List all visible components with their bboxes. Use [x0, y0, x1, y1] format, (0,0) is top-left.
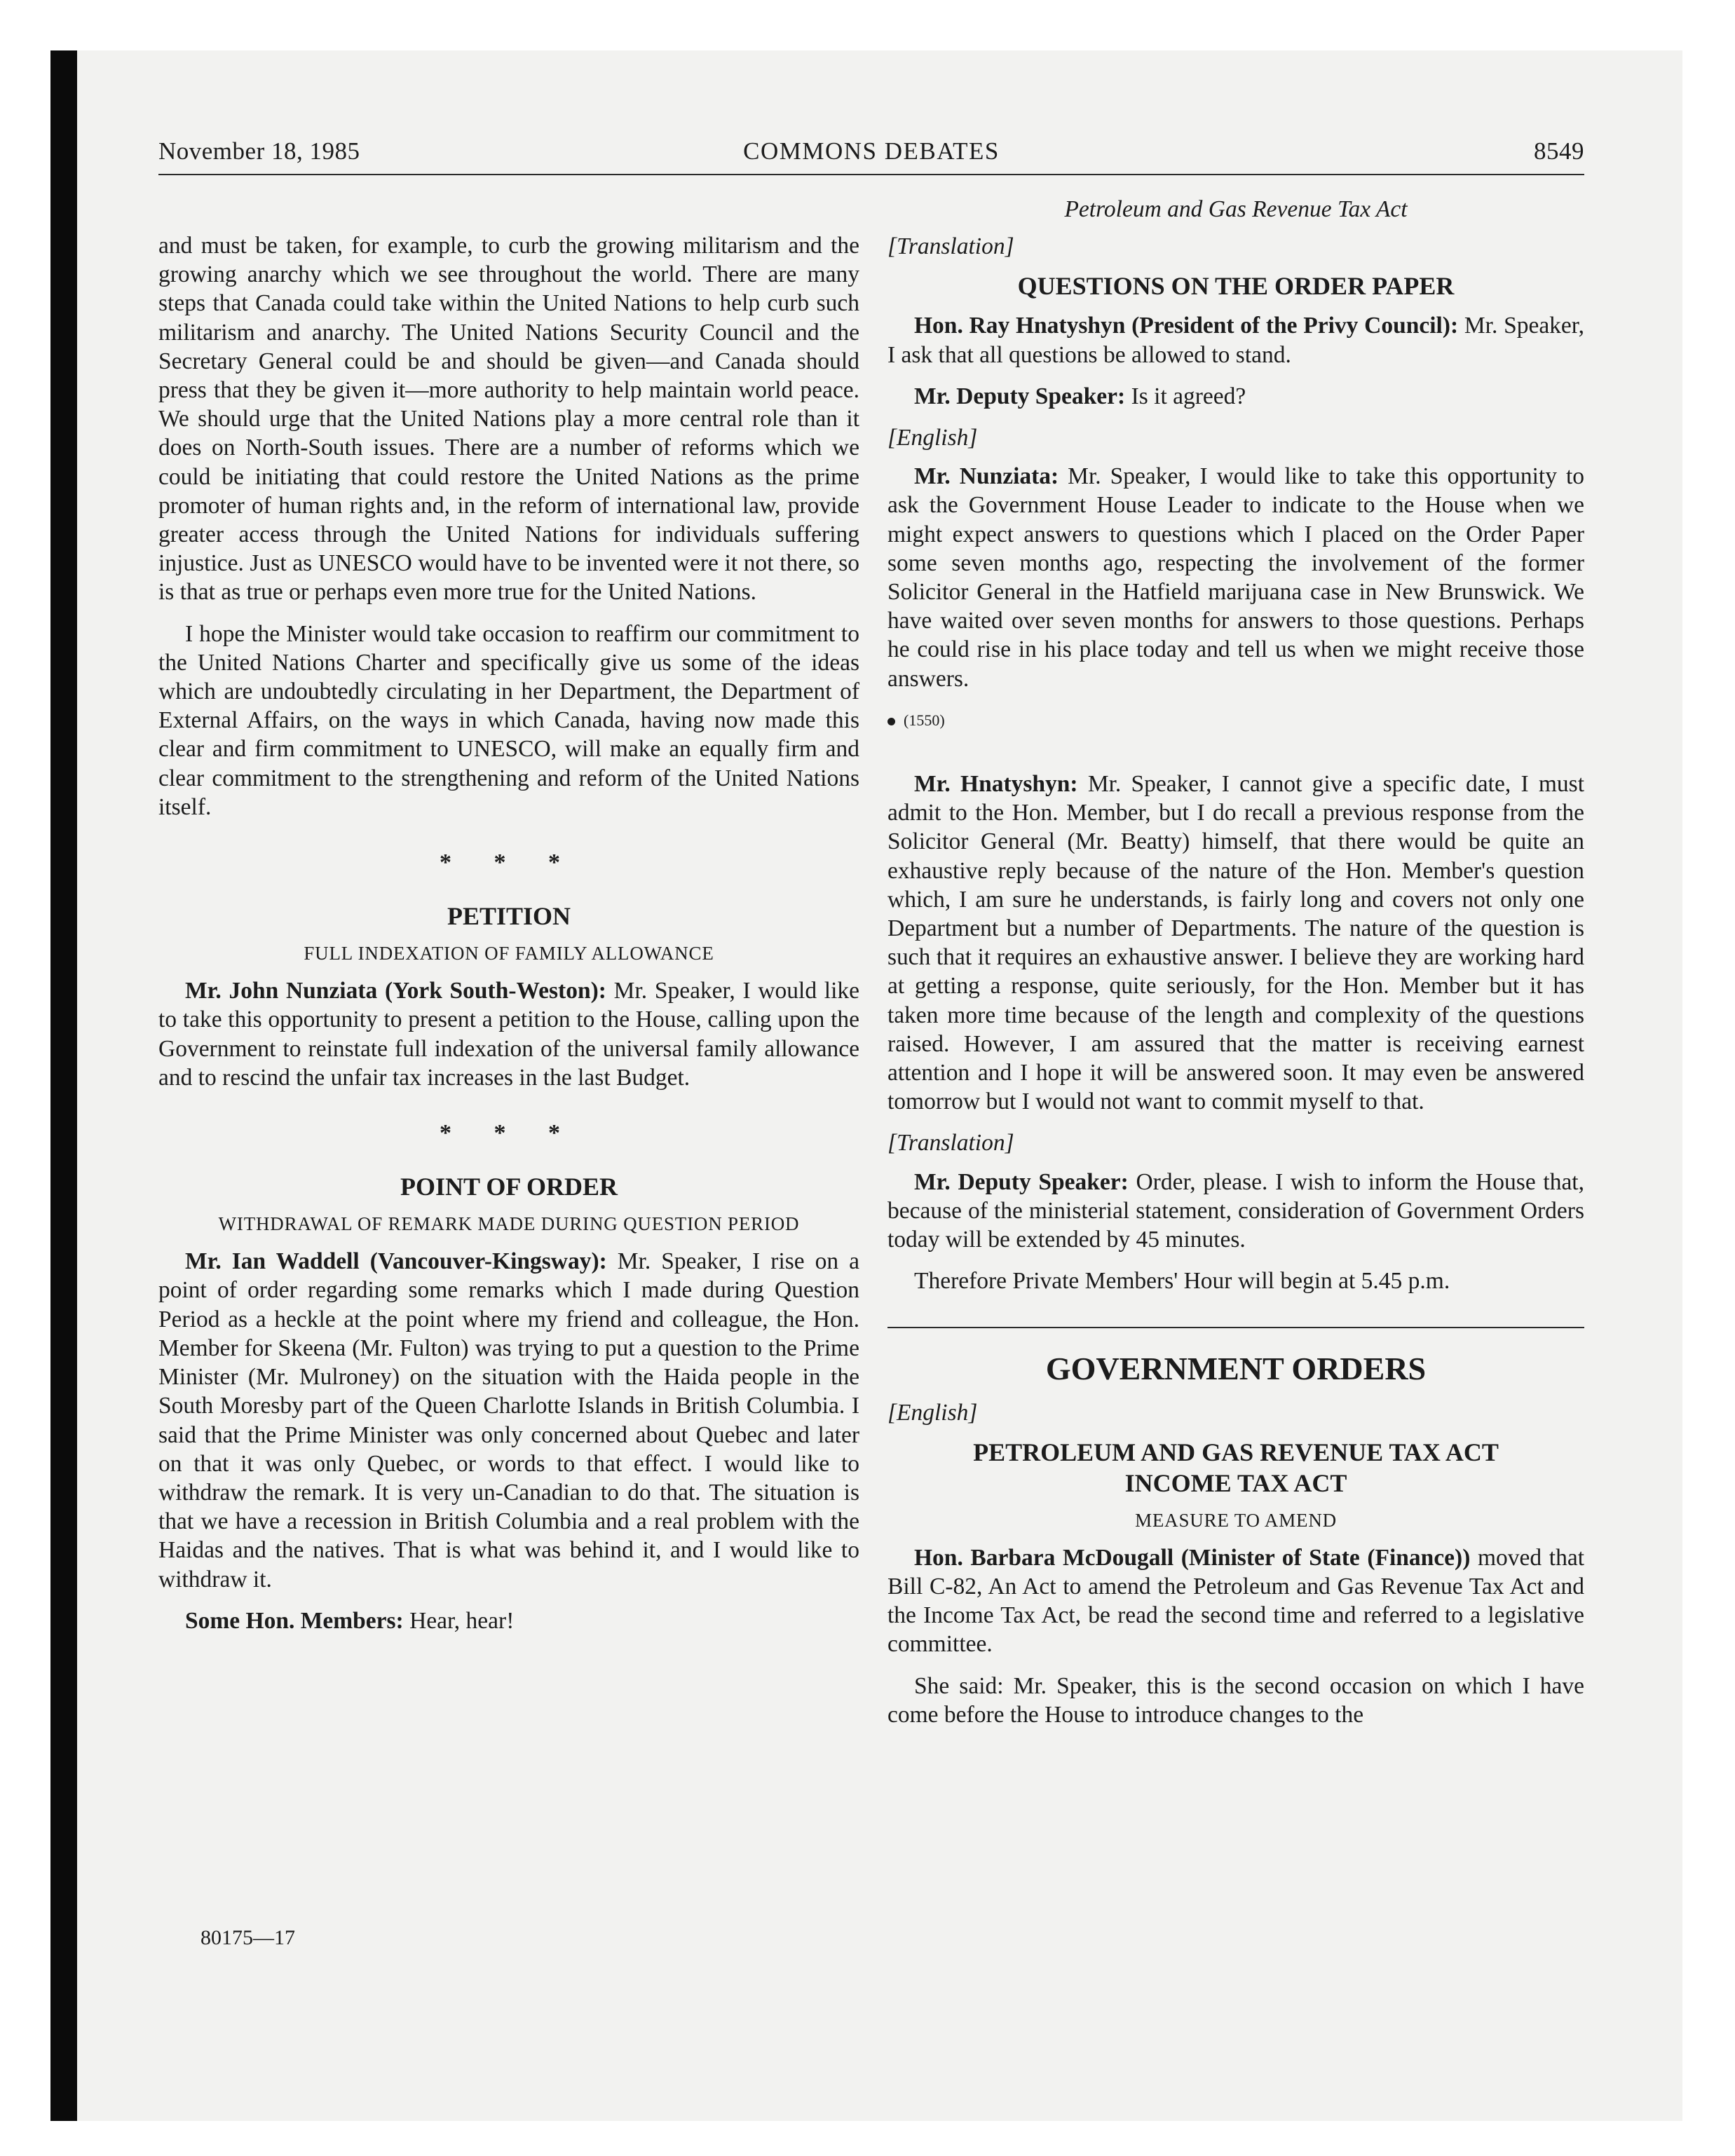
speaker-name: Mr. Deputy Speaker: [914, 383, 1126, 409]
timestamp-text: (1550) [904, 711, 945, 729]
scan-border [50, 50, 77, 2121]
speech-text: Mr. Speaker, I would like to take this opportunity to present a petition to the House, calling upon the Government to reinstate full indexation of the universal family allowance and to rescind the unfair tax increases in the last Budget. [158, 978, 860, 1091]
point-of-order-subheading: WITHDRAWAL OF REMARK MADE DURING QUESTION PERIOD [218, 1213, 800, 1235]
language-marker: [Translation] [887, 1130, 1014, 1157]
speech-text: Hear, hear! [409, 1607, 515, 1634]
paragraph: and must be taken, for example, to curb the growing militarism and the growing anarchy which we see throughout the world. There are many steps that Canada could take within the United Nations to help curb such militarism and anarchy. The United Nations Security Council and the Secretary General could be and should be given—and Canada should press that they be given it—more authority to help maintain world peace. We should urge that the United Nations play a more central role than it does on North-South issues. There are a number of reforms which we could be initiating that could restore the United Nations as the prime promoter of human rights and, in the reform of international law, provide greater access through the United Nations for individuals suffering injustice. Just as UNESCO would have to be invented were it not there, so is that as true or perhaps even more true for the United Nations. [158, 233, 859, 606]
act-heading: INCOME TAX ACT [1124, 1468, 1347, 1497]
speech-deputy-speaker [887, 382, 1584, 411]
speech-hnatyshyn [887, 311, 1584, 369]
page-number: 8549 [1534, 137, 1584, 165]
section-rule [887, 1327, 1584, 1328]
right-column [887, 195, 1584, 1742]
bullet-icon [887, 718, 895, 725]
speaker-name: Hon. Ray Hnatyshyn (President of the Privy Council): [914, 313, 1459, 339]
section-separator: * * * [440, 850, 578, 876]
speaker-name: Mr. John Nunziata (York South-Weston): [185, 978, 606, 1004]
speaker-name: Mr. Ian Waddell (Vancouver-Kingsway): [185, 1248, 607, 1275]
speech-text: Is it agreed? [1131, 383, 1246, 409]
header-date: November 18, 1985 [158, 137, 360, 165]
speech-text: Mr. Speaker, I rise on a point of order regarding some remarks which I made during Question Period as a heckle at the point where my friend and colleague, the Hon. Member for Skeena (Mr. Fulton) was trying to put a question to the Prime Minister (Mr. Mulroney) on the situation with the Haida people in the South Moresby part of the Queen Charlotte Islands in British Columbia. I said that the Prime Minister was only concerned about Quebec and later on that it was only Quebec, or words to that effect. I would like to withdraw the remark. It is very un-Canadian to do that. The situation is that we have a recession in British Columbia and a real problem with the Haidas and the natives. That is what was behind it, and I would like to withdraw it. [158, 1248, 859, 1592]
government-orders-heading: GOVERNMENT ORDERS [1045, 1350, 1427, 1386]
speech-text: Order, please. I wish to inform the House that, because of the ministerial statement, consideration of Government Orders today will be extended by 45 minutes. [887, 1168, 1584, 1253]
questions-heading: QUESTIONS ON THE ORDER PAPER [1017, 272, 1455, 301]
speech-hnatyshyn-reply [887, 770, 1584, 1116]
speaker-name: Some Hon. Members: [185, 1607, 404, 1634]
paragraph: I hope the Minister would take occasion to reaffirm our commitment to the United Nations Charter and specifically give us some of the ideas which are undoubtedly circulating in her Department, the Department of External Affairs, on the ways in which Canada, having now made this clear and firm commitment to UNESCO, will make an equally firm and clear commitment to the strengthening and reform of the United Nations itself. [158, 620, 859, 820]
point-of-order-heading: POINT OF ORDER [400, 1173, 618, 1201]
speech-point-of-order [158, 1247, 859, 1593]
left-column [158, 231, 859, 1648]
petition-heading: PETITION [447, 902, 571, 931]
speech-text: Mr. Speaker, I ask that all questions be allowed to stand. [887, 313, 1584, 368]
speaker-name: Mr. Hnatyshyn: [914, 771, 1078, 798]
speaker-name: Hon. Barbara McDougall (Minister of State (Finance)) [914, 1544, 1471, 1571]
speaker-name: Mr. Deputy Speaker: [914, 1168, 1129, 1195]
timestamp [887, 706, 1584, 735]
speech-text: Mr. Speaker, I would like to take this opportunity to ask the Government House Leader to indicate to the House when we might expect answers to questions which I placed on the Order Paper some seven months ago, respecting the involvement of the former Solicitor General in the Hatfield marijuana case in New Brunswick. We have waited over seven months for answers to those questions. Perhaps he could rise in his place today and tell us when we might receive those answers. [887, 463, 1585, 692]
section-separator: * * * [440, 1120, 578, 1147]
paragraph: She said: Mr. Speaker, this is the second occasion on which I have come before the House to introduce changes to the [887, 1672, 1584, 1728]
motion-mcdougall [887, 1543, 1584, 1659]
act-heading: PETROLEUM AND GAS REVENUE TAX ACT [973, 1438, 1499, 1466]
speech-text: Mr. Speaker, I cannot give a specific date, I must admit to the Hon. Member, but I do recall a previous response from the Solicitor General (Mr. Beatty) himself, that there would be quite an exhaustive reply because of the nature of the Hon. Member's question which, I am sure he understands, is fairly long and covers not only one Department but a number of Departments. The nature of the question is such that it requires an exhaustive answer. I believe they are working hard at getting a response, quite seriously, for the Hon. Member but it has taken more time because of the length and complexity of the questions raised. However, I am assured that the matter is receiving earnest attention and I hope it will be answered soon. It may even be answered tomorrow but I would not want to commit myself to that. [887, 771, 1584, 1115]
speech-text: moved that Bill C-82, An Act to amend the Petroleum and Gas Revenue Tax Act and the Income Tax Act, be read the second time and referred to a legislative committee. [887, 1544, 1584, 1658]
language-marker: [English] [887, 1399, 978, 1426]
footer-code: 80175—17 [200, 1926, 295, 1949]
language-marker: [English] [887, 425, 978, 451]
speech-deputy-speaker [887, 1168, 1584, 1255]
speech-petition [158, 976, 859, 1092]
running-head [158, 137, 1584, 175]
paragraph: Therefore Private Members' Hour will begin at 5.45 p.m. [914, 1268, 1450, 1295]
petition-subheading: FULL INDEXATION OF FAMILY ALLOWANCE [304, 943, 714, 964]
language-marker: [Translation] [887, 233, 1014, 260]
header-title: COMMONS DEBATES [743, 137, 1000, 165]
running-title: Petroleum and Gas Revenue Tax Act [1064, 196, 1408, 222]
act-subheading: MEASURE TO AMEND [1135, 1509, 1337, 1531]
speech-members [158, 1606, 859, 1635]
speech-nunziata [887, 462, 1584, 693]
speaker-name: Mr. Nunziata: [914, 463, 1059, 490]
